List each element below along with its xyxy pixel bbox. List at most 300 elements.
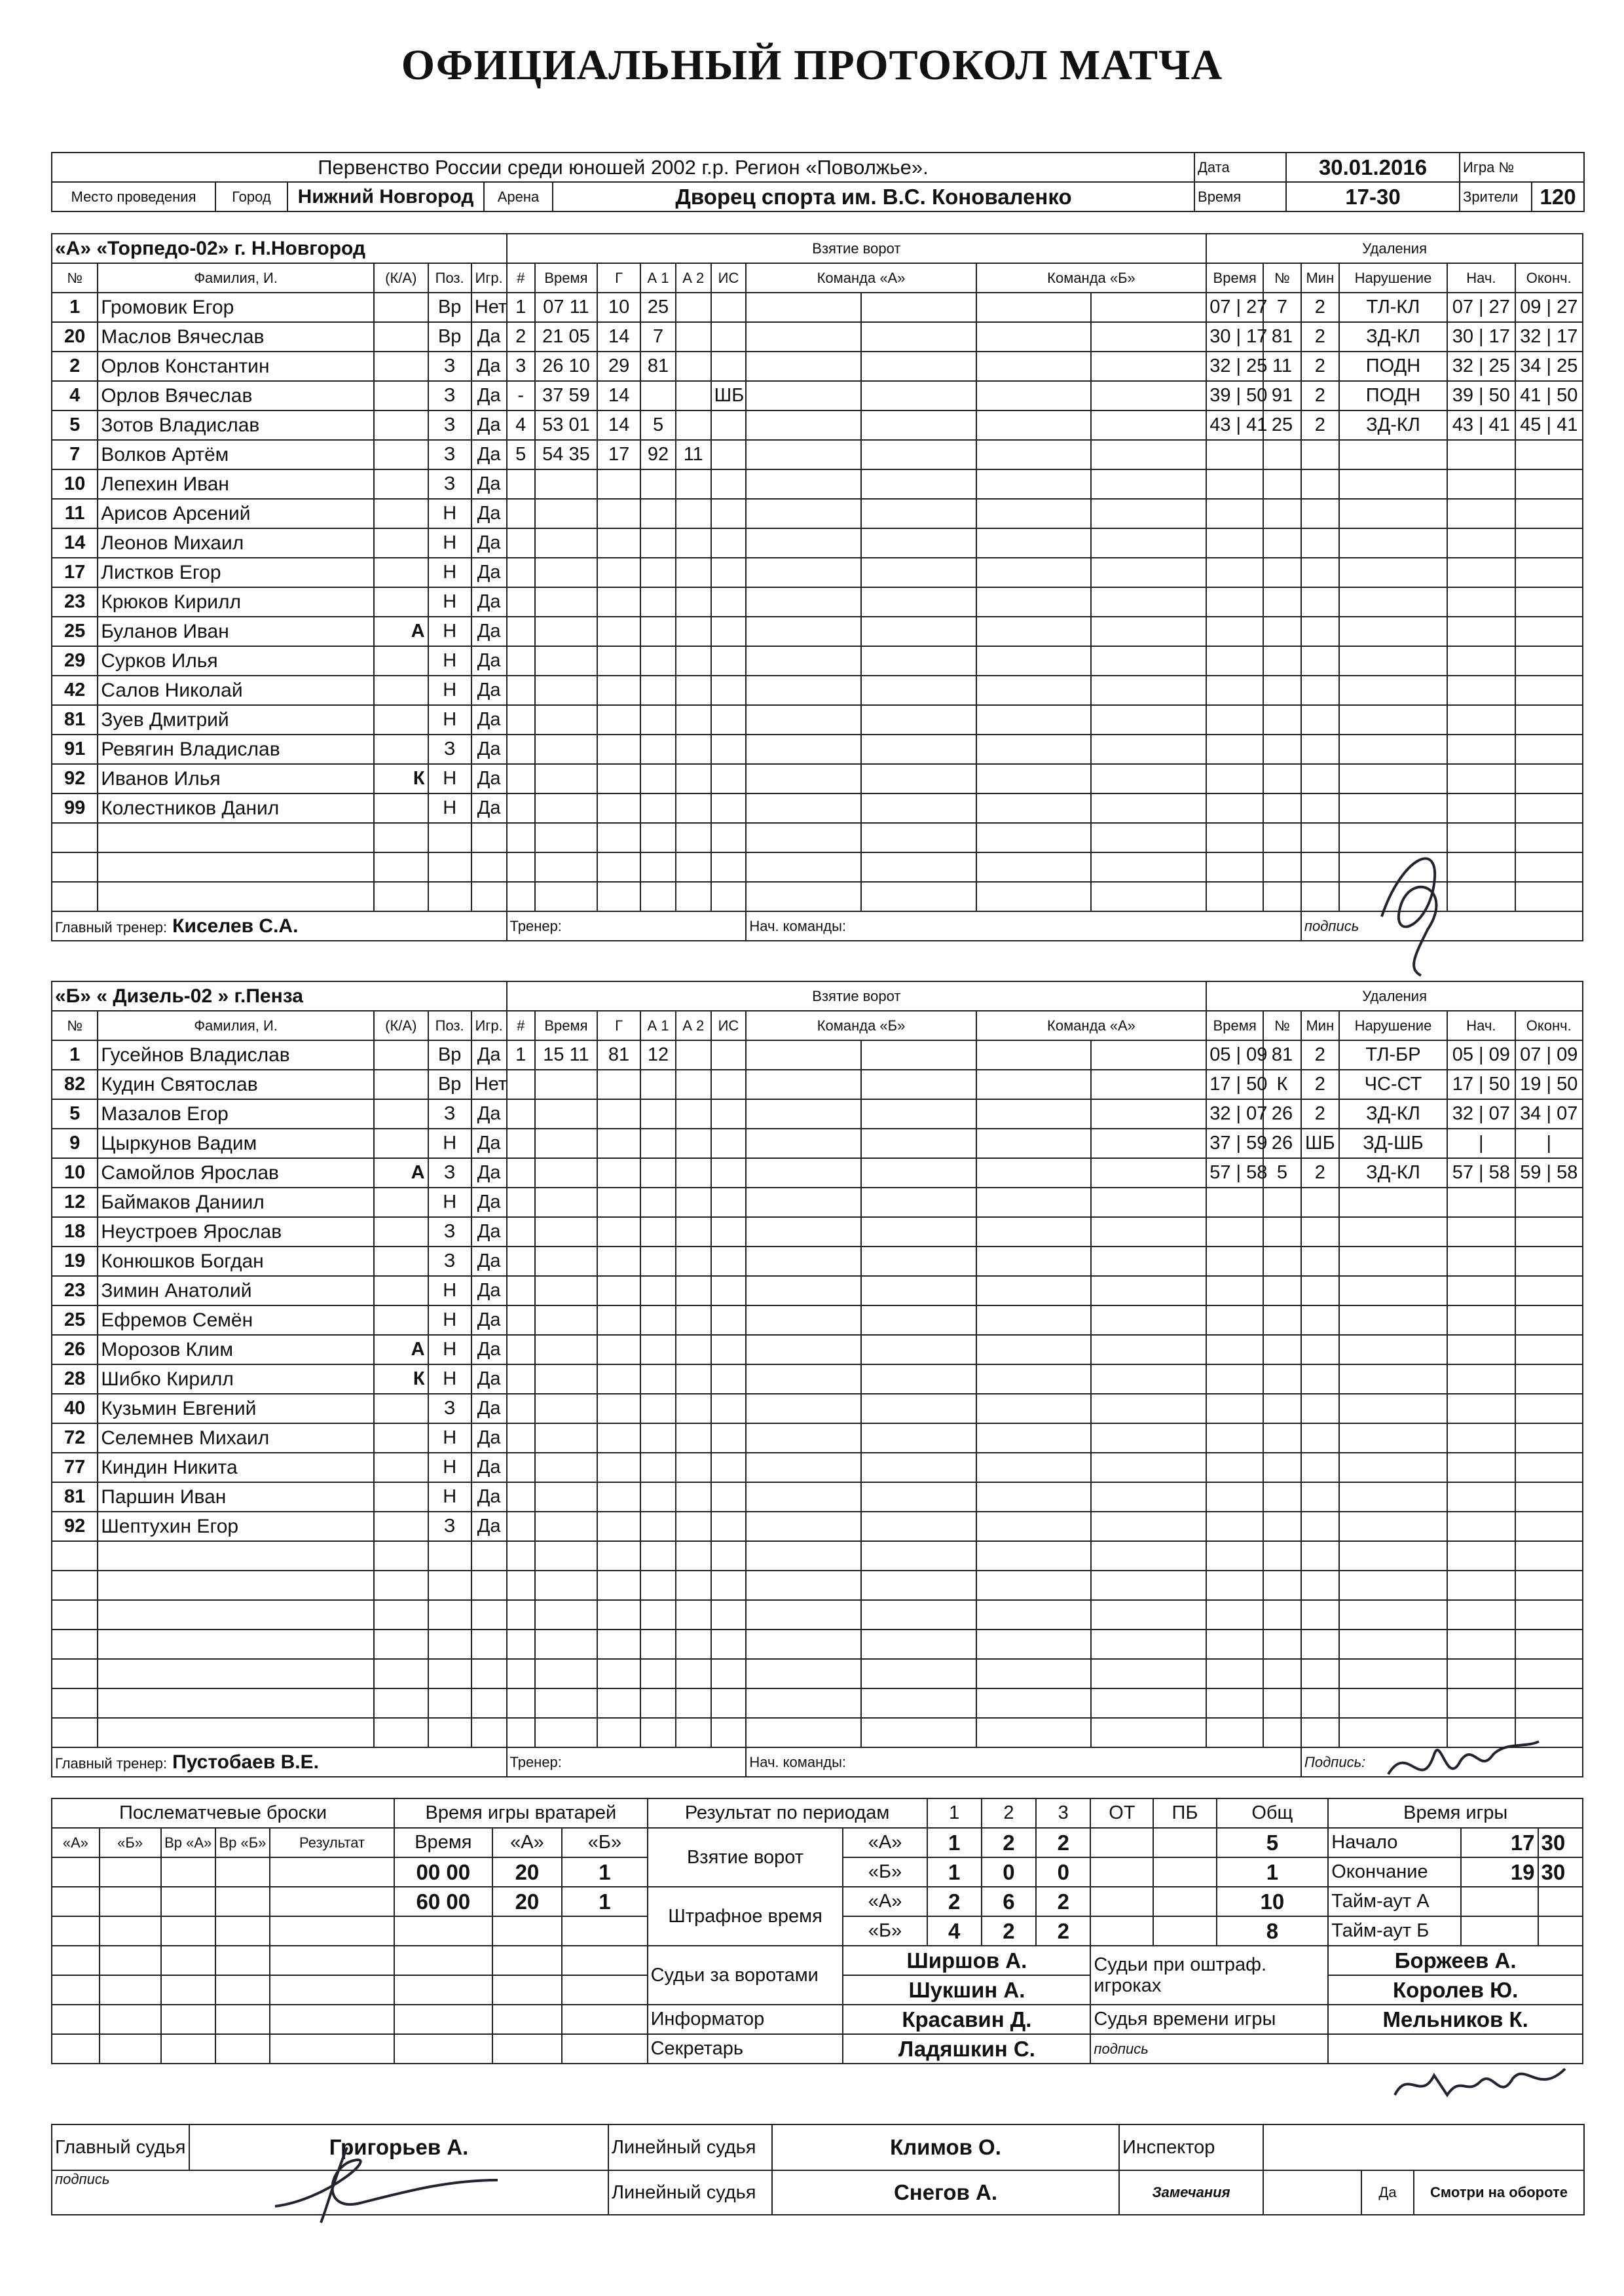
player-name: Цыркунов Вадим — [98, 1129, 374, 1158]
penalty-time: 43 | 41 — [1206, 410, 1263, 440]
team-grid-cell — [976, 1305, 1092, 1335]
player-number: 5 — [52, 1099, 98, 1129]
penalty-minutes — [1301, 676, 1339, 705]
goal-assist-2 — [676, 1099, 711, 1129]
penalty-end — [1515, 587, 1583, 617]
player-name: Конюшков Богдан — [98, 1247, 374, 1276]
goal-time — [535, 1247, 597, 1276]
player-number: 99 — [52, 793, 98, 823]
player-row — [52, 469, 1583, 499]
team_b-col-p_time: Время — [1206, 1011, 1263, 1040]
player-position: З — [428, 1099, 471, 1129]
penalty-violation — [1339, 1247, 1447, 1276]
penalty-violation — [1339, 1188, 1447, 1217]
player-number — [52, 1688, 98, 1718]
team_b-col-team_b: Команда «Б» — [746, 1011, 976, 1040]
goal-scorer — [597, 852, 640, 882]
team_b-col-p_min: Мин — [1301, 1011, 1339, 1040]
player-number: 20 — [52, 322, 98, 352]
penalty-violation: ЗД-КЛ — [1339, 1158, 1447, 1188]
game-time-title: Время игры — [1328, 1798, 1583, 1828]
penalty-minutes — [1301, 705, 1339, 735]
player-role: К — [374, 764, 428, 793]
penalty-minutes — [1301, 1364, 1339, 1394]
penalty-player — [1263, 1571, 1301, 1600]
player-role — [374, 1070, 428, 1099]
team-grid-cell — [1091, 1394, 1206, 1423]
penalty-end: 41 | 50 — [1515, 381, 1583, 410]
player-name: Салов Николай — [98, 676, 374, 705]
goal-situation — [711, 1247, 747, 1276]
period-pb-header: ПБ — [1153, 1798, 1216, 1828]
player-number: 19 — [52, 1247, 98, 1276]
penalty-minutes — [1301, 1600, 1339, 1630]
player-played: Да — [471, 764, 507, 793]
goal-situation — [711, 352, 747, 381]
player-number: 25 — [52, 617, 98, 646]
gk-row-2-time: 60 00 — [394, 1887, 492, 1916]
penalty-time — [1206, 1600, 1263, 1630]
linesman-1-name: Климов О. — [772, 2124, 1119, 2170]
penalty-time — [1206, 499, 1263, 528]
team-grid-cell — [976, 352, 1092, 381]
team-grid-cell — [1091, 440, 1206, 469]
match-date: 30.01.2016 — [1286, 153, 1460, 182]
team-grid-cell — [746, 1718, 861, 1747]
team-grid-cell — [976, 735, 1092, 764]
player-position: Н — [428, 793, 471, 823]
shootout-col-result: Результат — [270, 1828, 394, 1857]
team-grid-cell — [976, 1099, 1092, 1129]
player-row — [52, 617, 1583, 646]
team-grid-cell — [746, 558, 861, 587]
goal-time — [535, 617, 597, 646]
pim-a-p3: 2 — [1036, 1887, 1090, 1916]
goal-time — [535, 469, 597, 499]
goal-situation — [711, 1040, 747, 1070]
player-number: 18 — [52, 1217, 98, 1247]
pim-a-total: 10 — [1217, 1887, 1329, 1916]
goal-situation — [711, 322, 747, 352]
penalty-player — [1263, 1394, 1301, 1423]
goal-scorer — [597, 1247, 640, 1276]
linesman-2-name: Снегов А. — [772, 2170, 1119, 2215]
penalty-start: 43 | 41 — [1447, 410, 1515, 440]
player-role: К — [374, 1364, 428, 1394]
team-grid-cell — [1091, 1571, 1206, 1600]
goal-time — [535, 1600, 597, 1630]
team-grid-cell — [861, 1158, 976, 1188]
goals-b-total: 1 — [1217, 1857, 1329, 1887]
penalty-end — [1515, 1305, 1583, 1335]
player-role — [374, 1571, 428, 1600]
goal-time: 54 35 — [535, 440, 597, 469]
goal-time — [535, 587, 597, 617]
end-label: Окончание — [1328, 1857, 1461, 1887]
referee-label: Главный судья — [52, 2124, 189, 2170]
goal-assist-1 — [640, 646, 676, 676]
player-number: 81 — [52, 705, 98, 735]
player-position: Вр — [428, 293, 471, 322]
team-grid-cell — [861, 587, 976, 617]
penalty-minutes: 2 — [1301, 322, 1339, 352]
penalty-start — [1447, 440, 1515, 469]
goal-scorer — [597, 1688, 640, 1718]
player-position: Н — [428, 617, 471, 646]
player-row — [52, 735, 1583, 764]
player-played: Да — [471, 1040, 507, 1070]
team-grid-cell — [976, 1276, 1092, 1305]
goals-a-p2: 2 — [982, 1828, 1036, 1857]
goal-scorer — [597, 1423, 640, 1453]
goal-time — [535, 1423, 597, 1453]
team_b-title: «Б» « Дизель-02 » г.Пенза — [52, 981, 507, 1011]
team-grid-cell — [1091, 793, 1206, 823]
team-grid-cell — [746, 1070, 861, 1099]
penalty-minutes — [1301, 617, 1339, 646]
goal-assist-1 — [640, 1423, 676, 1453]
start-label: Начало — [1328, 1828, 1461, 1857]
goal-assist-1 — [640, 1217, 676, 1247]
goal-situation — [711, 293, 747, 322]
penalty-time — [1206, 1453, 1263, 1482]
player-row — [52, 793, 1583, 823]
team_b-chief-label: Нач. команды: — [746, 1747, 1301, 1777]
penalty-time — [1206, 1482, 1263, 1512]
player-played: Да — [471, 352, 507, 381]
team-grid-cell — [1091, 882, 1206, 911]
team-grid-cell — [976, 646, 1092, 676]
goal-scorer — [597, 764, 640, 793]
penalty-player: К — [1263, 1070, 1301, 1099]
player-row — [52, 1158, 1583, 1188]
team-grid-cell — [1091, 1276, 1206, 1305]
player-name: Зуев Дмитрий — [98, 705, 374, 735]
goal-assist-1 — [640, 1335, 676, 1364]
team-grid-cell — [1091, 1217, 1206, 1247]
team-a-table — [51, 233, 1583, 941]
player-name: Маслов Вячеслав — [98, 322, 374, 352]
penalty-minutes — [1301, 646, 1339, 676]
goal-number — [507, 1070, 535, 1099]
player-played: Да — [471, 705, 507, 735]
team-grid-cell — [976, 1688, 1092, 1718]
player-position — [428, 1600, 471, 1630]
team-grid-cell — [746, 352, 861, 381]
player-position: З — [428, 381, 471, 410]
penalty-start — [1447, 1188, 1515, 1217]
penalty-minutes — [1301, 1394, 1339, 1423]
player-role — [374, 735, 428, 764]
goal-situation — [711, 440, 747, 469]
player-role — [374, 1600, 428, 1630]
penalty-minutes: 2 — [1301, 1099, 1339, 1129]
penalty-violation — [1339, 587, 1447, 617]
penalty-violation: ЗД-КЛ — [1339, 1099, 1447, 1129]
penalty-minutes — [1301, 528, 1339, 558]
team-grid-cell — [976, 499, 1092, 528]
goal-assist-2 — [676, 1129, 711, 1158]
penalty-time — [1206, 1335, 1263, 1364]
player-position: З — [428, 1217, 471, 1247]
team-grid-cell — [746, 705, 861, 735]
penalty-violation — [1339, 440, 1447, 469]
player-name: Арисов Арсений — [98, 499, 374, 528]
player-position — [428, 1688, 471, 1718]
goal-scorer — [597, 499, 640, 528]
penalty-minutes: 2 — [1301, 352, 1339, 381]
goal-situation — [711, 1070, 747, 1099]
player-name — [98, 1571, 374, 1600]
goal-assist-2 — [676, 558, 711, 587]
team_b-col-p_num: № — [1263, 1011, 1301, 1040]
penalty-violation — [1339, 1217, 1447, 1247]
penalty-violation — [1339, 1423, 1447, 1453]
goal-assist-1: 81 — [640, 352, 676, 381]
goal-time — [535, 1364, 597, 1394]
team_a-chief-label: Нач. команды: — [746, 911, 1301, 941]
player-role — [374, 1630, 428, 1659]
goal-assist-2 — [676, 1335, 711, 1364]
player-position: Н — [428, 676, 471, 705]
goal-situation: ШБ — [711, 381, 747, 410]
player-name: Орлов Константин — [98, 352, 374, 381]
goal-assist-1: 12 — [640, 1040, 676, 1070]
team-grid-cell — [976, 381, 1092, 410]
penalty-time — [1206, 1276, 1263, 1305]
player-row — [52, 410, 1583, 440]
goal-situation — [711, 617, 747, 646]
goal-situation — [711, 1394, 747, 1423]
team-grid-cell — [976, 1571, 1092, 1600]
goal-scorer — [597, 1364, 640, 1394]
player-position: Н — [428, 528, 471, 558]
player-role — [374, 381, 428, 410]
player-name: Кузьмин Евгений — [98, 1394, 374, 1423]
penalty-player — [1263, 1512, 1301, 1541]
player-number: 17 — [52, 558, 98, 587]
goal-time — [535, 1659, 597, 1688]
player-name: Буланов Иван — [98, 617, 374, 646]
player-role — [374, 1305, 428, 1335]
team-grid-cell — [746, 1276, 861, 1305]
goal-number — [507, 1600, 535, 1630]
penalty-start — [1447, 1659, 1515, 1688]
team_b-col-team_a: Команда «А» — [976, 1011, 1207, 1040]
player-role — [374, 1541, 428, 1571]
goal-judge-2: Шукшин А. — [843, 1975, 1090, 2005]
penalty-violation: ПОДН — [1339, 352, 1447, 381]
penalty-start — [1447, 1364, 1515, 1394]
penalty-start — [1447, 1305, 1515, 1335]
penalty-minutes — [1301, 735, 1339, 764]
player-played: Да — [471, 440, 507, 469]
team-grid-cell — [861, 1512, 976, 1541]
goal-number — [507, 1512, 535, 1541]
team-grid-cell — [746, 1158, 861, 1188]
player-position — [428, 1630, 471, 1659]
team-grid-cell — [1091, 1247, 1206, 1276]
goal-time: 15 11 — [535, 1040, 597, 1070]
goal-scorer — [597, 705, 640, 735]
team-grid-cell — [1091, 1659, 1206, 1688]
player-played: Да — [471, 1482, 507, 1512]
team_a-col-p_num: № — [1263, 263, 1301, 293]
player-role — [374, 1276, 428, 1305]
penalty-end — [1515, 1394, 1583, 1423]
penalty-end — [1515, 1276, 1583, 1305]
goal-scorer — [597, 1335, 640, 1364]
goal-situation — [711, 823, 747, 852]
penalty-violation: ЗД-ШБ — [1339, 1129, 1447, 1158]
goals-a-p1: 1 — [927, 1828, 982, 1857]
penalty-minutes: 2 — [1301, 293, 1339, 322]
team_b-col-num: № — [52, 1011, 98, 1040]
team-grid-cell — [976, 1659, 1092, 1688]
player-row — [52, 1600, 1583, 1630]
player-played: Да — [471, 735, 507, 764]
team-grid-cell — [976, 1453, 1092, 1482]
penalty-violation: ЧС-СТ — [1339, 1070, 1447, 1099]
penalty-start — [1447, 1688, 1515, 1718]
team-b-table — [51, 981, 1583, 1777]
team-grid-cell — [976, 852, 1092, 882]
period-total-header: Общ — [1217, 1798, 1329, 1828]
player-name: Шибко Кирилл — [98, 1364, 374, 1394]
team-grid-cell — [1091, 469, 1206, 499]
goal-assist-1 — [640, 1718, 676, 1747]
penalty-end — [1515, 1630, 1583, 1659]
penalty-start — [1447, 587, 1515, 617]
penalty-violation — [1339, 1630, 1447, 1659]
penalty-player: 26 — [1263, 1099, 1301, 1129]
penalty-start — [1447, 1423, 1515, 1453]
team-grid-cell — [861, 1423, 976, 1453]
goal-assist-1 — [640, 1600, 676, 1630]
player-number: 5 — [52, 410, 98, 440]
penalty-end — [1515, 1423, 1583, 1453]
penalty-violation — [1339, 1335, 1447, 1364]
team_a-trainer-label: Тренер: — [507, 911, 747, 941]
team-grid-cell — [1091, 322, 1206, 352]
goal-assist-1 — [640, 617, 676, 646]
player-role — [374, 705, 428, 735]
player-row — [52, 882, 1583, 911]
goal-time — [535, 528, 597, 558]
player-row — [52, 1659, 1583, 1688]
start-minute: 30 — [1538, 1828, 1583, 1857]
player-position: Н — [428, 1453, 471, 1482]
team_b-col-g_a1: А 1 — [640, 1011, 676, 1040]
penalty-player — [1263, 1659, 1301, 1688]
player-played — [471, 1600, 507, 1630]
goal-assist-1 — [640, 1512, 676, 1541]
penalty-start — [1447, 1482, 1515, 1512]
team_a-col-p_time: Время — [1206, 263, 1263, 293]
team-grid-cell — [861, 1571, 976, 1600]
player-number: 82 — [52, 1070, 98, 1099]
penalty-time: 32 | 07 — [1206, 1099, 1263, 1129]
goal-assist-1 — [640, 1305, 676, 1335]
penalty-end — [1515, 1600, 1583, 1630]
goal-assist-1 — [640, 1158, 676, 1188]
team-grid-cell — [861, 1305, 976, 1335]
penalty-minutes — [1301, 1423, 1339, 1453]
see-back-note: Смотри на обороте — [1414, 2170, 1584, 2215]
goal-number — [507, 1364, 535, 1394]
goal-situation — [711, 1630, 747, 1659]
goal-assist-2 — [676, 735, 711, 764]
goal-time — [535, 705, 597, 735]
player-played: Да — [471, 1305, 507, 1335]
team_a-col-pos: Поз. — [428, 263, 471, 293]
goal-number — [507, 1276, 535, 1305]
team-grid-cell — [861, 852, 976, 882]
spectators-value: 120 — [1532, 182, 1584, 211]
penalty-end — [1515, 852, 1583, 882]
penalty-violation — [1339, 1276, 1447, 1305]
team-grid-cell — [1091, 1423, 1206, 1453]
penalty-player: 81 — [1263, 322, 1301, 352]
penalty-time — [1206, 617, 1263, 646]
penalty-end: 07 | 09 — [1515, 1040, 1583, 1070]
goal-situation — [711, 882, 747, 911]
player-row — [52, 1305, 1583, 1335]
goal-number — [507, 646, 535, 676]
player-role: А — [374, 1335, 428, 1364]
end-minute: 30 — [1538, 1857, 1583, 1887]
goals-b-p3: 0 — [1036, 1857, 1090, 1887]
player-position: Н — [428, 1335, 471, 1364]
player-position: З — [428, 410, 471, 440]
player-name: Селемнев Михаил — [98, 1423, 374, 1453]
player-position — [428, 1659, 471, 1688]
goal-number — [507, 469, 535, 499]
goal-situation — [711, 1158, 747, 1188]
penalty-judge-1: Боржеев А. — [1328, 1946, 1583, 1975]
goal-assist-1 — [640, 1070, 676, 1099]
team-grid-cell — [976, 676, 1092, 705]
goal-number — [507, 1571, 535, 1600]
player-name: Орлов Вячеслав — [98, 381, 374, 410]
player-number: 25 — [52, 1305, 98, 1335]
team-grid-cell — [976, 1364, 1092, 1394]
player-row — [52, 1335, 1583, 1364]
player-row — [52, 1188, 1583, 1217]
goal-assist-1 — [640, 1541, 676, 1571]
arena-value: Дворец спорта им. В.С. Коноваленко — [553, 182, 1194, 211]
team-grid-cell — [746, 1394, 861, 1423]
player-played: Да — [471, 1423, 507, 1453]
penalty-end — [1515, 1541, 1583, 1571]
player-number: 23 — [52, 587, 98, 617]
team-grid-cell — [746, 1129, 861, 1158]
goal-scorer — [597, 793, 640, 823]
goal-scorer — [597, 735, 640, 764]
timekeeper-name: Мельников К. — [1328, 2005, 1583, 2034]
goal-situation — [711, 1129, 747, 1158]
penalty-player — [1263, 528, 1301, 558]
penalty-minutes — [1301, 1335, 1339, 1364]
player-number: 10 — [52, 1158, 98, 1188]
tournament-name: Первенство России среди юношей 2002 г.р. Регион «Поволжье». — [52, 153, 1194, 182]
team-grid-cell — [861, 646, 976, 676]
player-number — [52, 852, 98, 882]
team-grid-cell — [976, 1394, 1092, 1423]
team-grid-cell — [861, 1600, 976, 1630]
player-position: З — [428, 1158, 471, 1188]
team_b-col-p_violation: Нарушение — [1339, 1011, 1447, 1040]
